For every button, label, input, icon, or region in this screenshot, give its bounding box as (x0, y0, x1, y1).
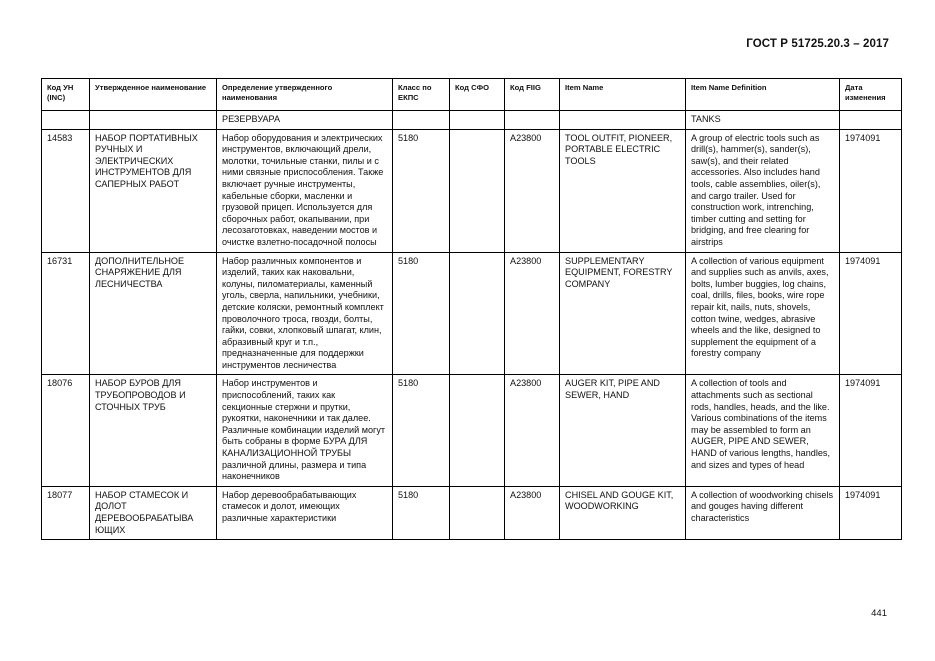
section-label-ru: РЕЗЕРВУАРА (217, 111, 393, 130)
cell-item-name: SUPPLEMENTARY EQUIPMENT, FORESTRY COMPANY (560, 252, 686, 375)
cell-definition: Набор деревообрабатывающих стамесок и долот, имеющих различные характеристики (217, 486, 393, 539)
cell-ekps: 5180 (393, 129, 450, 252)
cell-name: ДОПОЛНИТЕЛЬНОЕ СНАРЯЖЕНИЕ ДЛЯ ЛЕСНИЧЕСТВА (90, 252, 217, 375)
table-row (42, 129, 902, 252)
cell-fiig: A23800 (505, 129, 560, 252)
cell-item-name: TOOL OUTFIT, PIONEER, PORTABLE ELECTRIC TOOLS (560, 129, 686, 252)
table-row (42, 486, 902, 539)
cell-fiig: A23800 (505, 252, 560, 375)
catalog-table (41, 78, 902, 540)
cell-sfo (450, 129, 505, 252)
column-header-sfo: Код СФО (450, 79, 505, 111)
document-code: ГОСТ Р 51725.20.3 – 2017 (746, 38, 889, 50)
page-number: 441 (871, 608, 887, 619)
cell-item-definition: A collection of various equipment and supplies such as anvils, axes, bolts, lumber buggies, log chains, coal, drills, files, books, wire rope repair kit, nails, nuts, shovels, cotton twine, wedges, abrasive wheels and the like, designed to supplement the equipment of a forestry company (686, 252, 840, 375)
table-row (42, 252, 902, 375)
cell-name: НАБОР ПОРТАТИВНЫХ РУЧНЫХ И ЭЛЕКТРИЧЕСКИХ ИНСТРУМЕНТОВ ДЛЯ САПЕРНЫХ РАБОТ (90, 129, 217, 252)
cell-sfo (450, 375, 505, 486)
cell-definition: Набор различных компонентов и изделий, таких как наковальни, колуны, пиломатериалы, каменный уголь, сверла, напильники, учебники, детские коляски, ремонтный комплект проволочного троса, гвозди, болты, гайки, совки, хлопковый шпагат, клин, абразивный круг и т.п., предназначенные для поддержки инструментов лесничества (217, 252, 393, 375)
cell-code: 18076 (42, 375, 90, 486)
cell-date: 1974091 (840, 486, 902, 539)
column-header-name: Утвержденное наименование (90, 79, 217, 111)
cell-date: 1974091 (840, 129, 902, 252)
cell-name: НАБОР БУРОВ ДЛЯ ТРУБОПРОВОДОВ И СТОЧНЫХ ТРУБ (90, 375, 217, 486)
cell-date: 1974091 (840, 375, 902, 486)
column-header-ekps: Класс по ЕКПС (393, 79, 450, 111)
section-label-en: TANKS (686, 111, 840, 130)
cell-ekps: 5180 (393, 375, 450, 486)
cell-fiig: A23800 (505, 375, 560, 486)
column-header-definition: Определение утвержденного наименования (217, 79, 393, 111)
cell-code: 18077 (42, 486, 90, 539)
cell-sfo (450, 252, 505, 375)
cell-ekps: 5180 (393, 252, 450, 375)
cell-date: 1974091 (840, 252, 902, 375)
cell-definition: Набор оборудования и электрических инструментов, включающий дрели, молотки, точильные станки, пилы и с ними связные приспособления. Также включает ручные инструменты, кабельные сборки, масленки и грузовой прицеп. Используется для сборочных работ, окапывании, при лесозаготовках, наведении мостов и очистке взлетно-посадочной полосы (217, 129, 393, 252)
cell-item-definition: A group of electric tools such as drill(s), hammer(s), sander(s), saw(s), and their related accessories. Also includes hand tools, cable assemblies, oiler(s), and cargo trailer. Used for construction work, intrenching, timber cutting and setting for bridging, and free clearing for airstrips (686, 129, 840, 252)
cell-fiig: A23800 (505, 486, 560, 539)
column-header-date: Дата изменения (840, 79, 902, 111)
cell-definition: Набор инструментов и приспособлений, таких как секционные стержни и прутки, рукоятки, наконечники и так далее. Различные комбинации изделий могут быть собраны в форме БУРА ДЛЯ КАНАЛИЗАЦИОННОЙ ТРУБЫ различной длины, размера и типа наконечников (217, 375, 393, 486)
cell-code: 16731 (42, 252, 90, 375)
cell-item-name: AUGER KIT, PIPE AND SEWER, HAND (560, 375, 686, 486)
cell-item-definition: A collection of tools and attachments such as sectional rods, handles, heads, and the like. Various combinations of the items may be assembled to form an AUGER, PIPE AND SEWER, HAND of various lengths, handles, and sizes and types of head (686, 375, 840, 486)
column-header-code: Код УН (INC) (42, 79, 90, 111)
cell-sfo (450, 486, 505, 539)
cell-item-name: CHISEL AND GOUGE KIT, WOODWORKING (560, 486, 686, 539)
cell-ekps: 5180 (393, 486, 450, 539)
cell-item-definition: A collection of woodworking chisels and gouges having different characteristics (686, 486, 840, 539)
column-header-item-definition: Item Name Definition (686, 79, 840, 111)
table-row (42, 375, 902, 486)
table-header-row (42, 79, 902, 111)
cell-code: 14583 (42, 129, 90, 252)
column-header-item-name: Item Name (560, 79, 686, 111)
cell-name: НАБОР СТАМЕСОК И ДОЛОТ ДЕРЕВООБРАБАТЫВА ЮЩИХ (90, 486, 217, 539)
column-header-fiig: Код FIIG (505, 79, 560, 111)
section-row (42, 111, 902, 130)
